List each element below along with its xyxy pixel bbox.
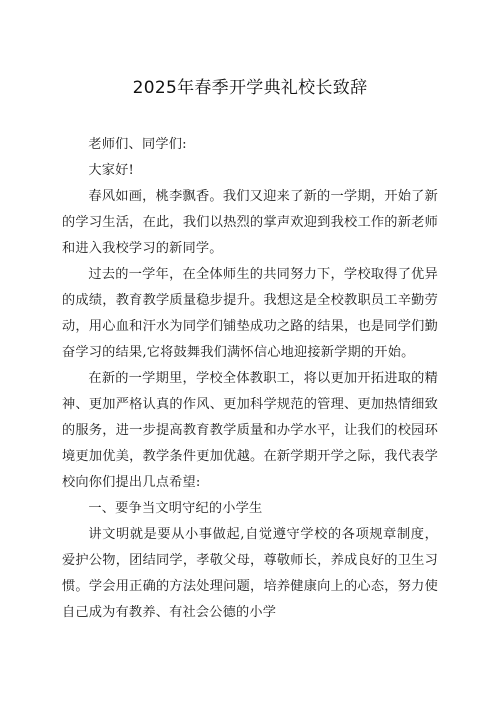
document-body <box>62 132 438 626</box>
document-title: 2025年春季开学典礼校长致辞 <box>132 78 368 98</box>
paragraph-new-semester: 在新的一学期里，学校全体教职工，将以更加开拓进取的精神、更加严格认真的作风、更加科学规范的管理、更加热情细致的服务，进一步提高教育教学质量和办学水平，让我们的校园环境更加优美，教学条件更加优越。在新学期开学之际，我代表学校向你们提出几点希望: <box>62 371 438 490</box>
greeting: 大家好! <box>88 163 135 178</box>
paragraph-past-year: 过去的一学年，在全体师生的共同努力下，学校取得了优异的成绩，教育教学质量稳步提升。我想这是全校教职员工辛勤劳动，用心血和汗水为同学们铺垫成功之路的结果，也是同学们勤奋学习的结果,它将鼓舞我们满怀信心地迎接新学期的开始。 <box>62 267 438 360</box>
paragraph-opening: 春风如画，桃李飘香。我们又迎来了新的一学期，开始了新的学习生活，在此，我们以热烈的掌声欢迎到我校工作的新老师和进入我校学习的新同学。 <box>62 189 438 256</box>
section-heading-1: 一、要争当文明守纪的小学生 <box>88 501 263 516</box>
salutation: 老师们、同学们: <box>88 137 187 152</box>
paragraph-civility: 讲文明就是要从小事做起,自觉遵守学校的各项规章制度，爱护公物，团结同学，孝敬父母，尊敬师长，养成良好的卫生习惯。学会用正确的方法处理问题，培养健康向上的心态，努力使自己成为有教养、有社会公德的小学 <box>62 527 438 620</box>
